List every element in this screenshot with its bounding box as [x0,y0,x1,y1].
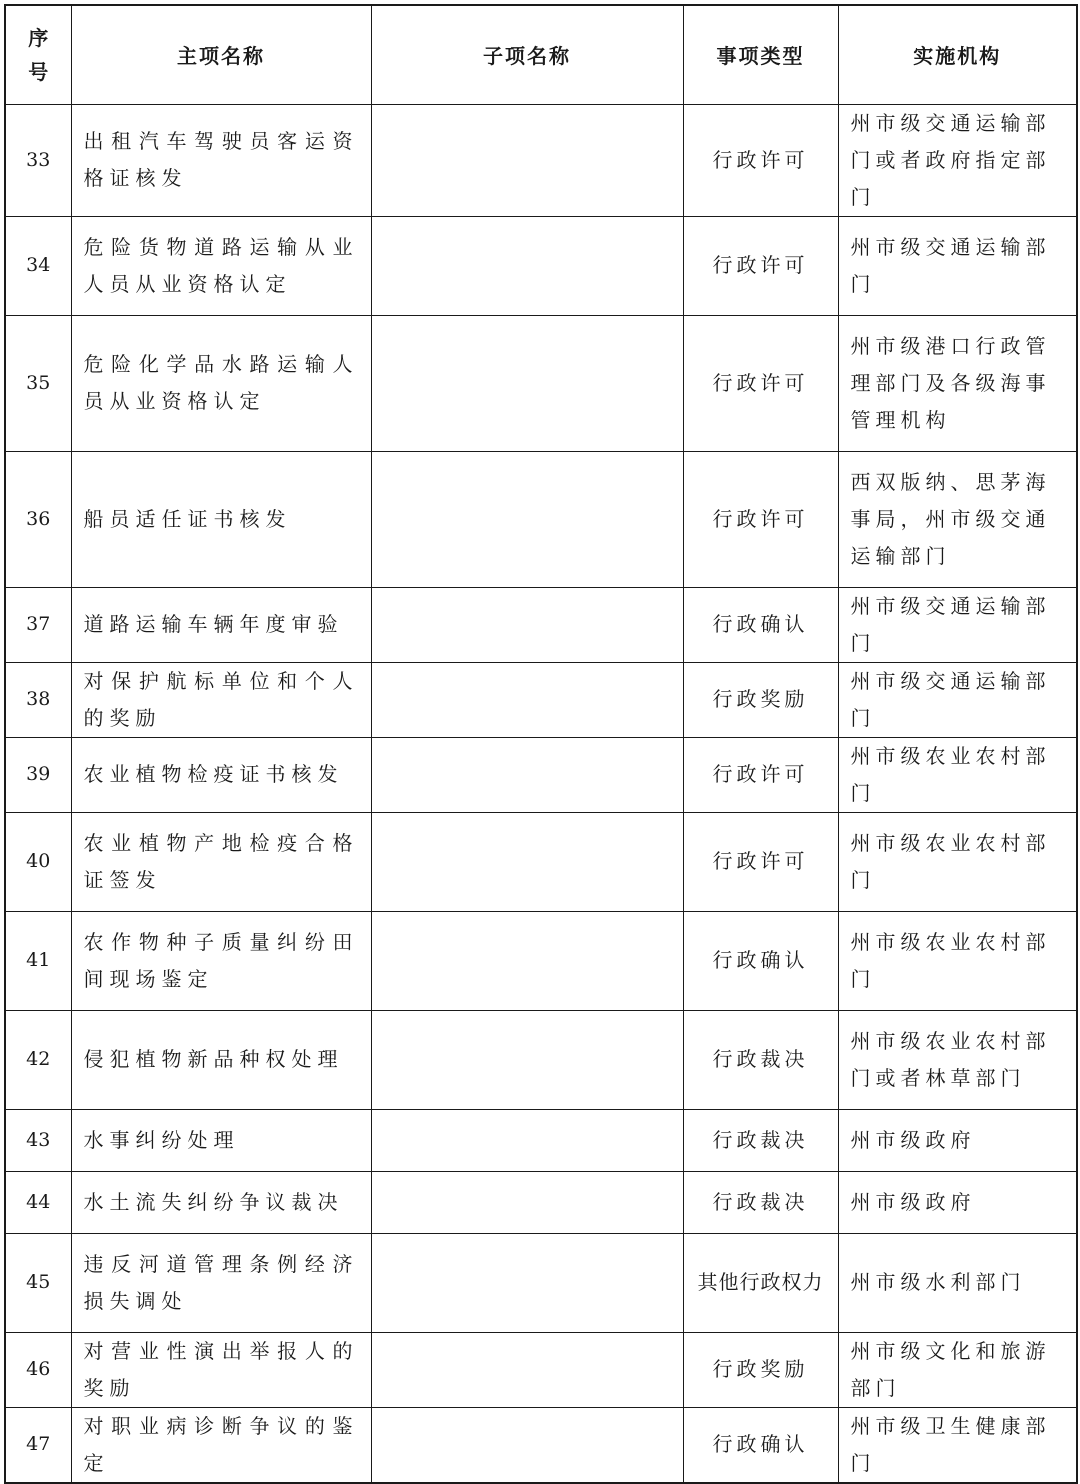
row-main-item: 水土流失纠纷争议裁决 [71,1171,371,1233]
row-main-item: 危险货物道路运输从业人员从业资格认定 [71,216,371,315]
row-sub-item [371,911,683,1010]
row-item-type: 行政裁决 [683,1109,838,1171]
row-item-type: 行政许可 [683,451,838,587]
row-agency: 州市级文化和旅游部门 [838,1332,1077,1407]
table-row [5,1171,1077,1233]
table-row [5,104,1077,216]
row-seq: 47 [5,1407,71,1483]
table-row [5,451,1077,587]
row-sub-item [371,1233,683,1332]
row-seq: 42 [5,1010,71,1109]
row-agency: 州市级政府 [838,1109,1077,1171]
row-sub-item [371,104,683,216]
row-item-type: 行政裁决 [683,1010,838,1109]
row-seq: 35 [5,315,71,451]
row-sub-item [371,662,683,737]
row-seq: 34 [5,216,71,315]
row-main-item: 农业植物产地检疫合格证签发 [71,812,371,911]
row-item-type: 行政许可 [683,104,838,216]
row-seq: 46 [5,1332,71,1407]
row-seq: 36 [5,451,71,587]
row-item-type: 行政奖励 [683,1332,838,1407]
row-seq: 38 [5,662,71,737]
table-row [5,216,1077,315]
row-seq: 45 [5,1233,71,1332]
row-main-item: 出租汽车驾驶员客运资格证核发 [71,104,371,216]
table-row [5,1010,1077,1109]
row-sub-item [371,737,683,812]
row-sub-item [371,216,683,315]
row-main-item: 危险化学品水路运输人员从业资格认定 [71,315,371,451]
row-sub-item [371,451,683,587]
row-item-type: 行政奖励 [683,662,838,737]
row-main-item: 违反河道管理条例经济损失调处 [71,1233,371,1332]
table-row [5,662,1077,737]
row-item-type: 行政裁决 [683,1171,838,1233]
header-main-item: 主项名称 [71,5,371,104]
row-sub-item [371,315,683,451]
row-sub-item [371,812,683,911]
row-agency: 州市级农业农村部门 [838,911,1077,1010]
row-seq: 41 [5,911,71,1010]
row-sub-item [371,1010,683,1109]
table-body [5,104,1077,1483]
table-row [5,737,1077,812]
row-seq: 33 [5,104,71,216]
row-main-item: 农作物种子质量纠纷田间现场鉴定 [71,911,371,1010]
row-seq: 43 [5,1109,71,1171]
header-sub-item: 子项名称 [371,5,683,104]
table-row [5,1233,1077,1332]
row-item-type: 行政许可 [683,216,838,315]
row-seq: 44 [5,1171,71,1233]
row-sub-item [371,587,683,662]
row-agency: 州市级交通运输部门 [838,662,1077,737]
header-seq [5,5,71,104]
row-item-type: 行政许可 [683,737,838,812]
administrative-items-table [4,4,1078,1484]
row-main-item: 农业植物检疫证书核发 [71,737,371,812]
row-agency: 州市级水利部门 [838,1233,1077,1332]
row-agency: 州市级农业农村部门或者林草部门 [838,1010,1077,1109]
row-item-type: 其他行政权力 [683,1233,838,1332]
row-agency: 州市级交通运输部门 [838,216,1077,315]
row-main-item: 对职业病诊断争议的鉴定 [71,1407,371,1483]
row-agency: 州市级农业农村部门 [838,737,1077,812]
row-sub-item [371,1332,683,1407]
row-agency: 州市级卫生健康部门 [838,1407,1077,1483]
row-item-type: 行政确认 [683,1407,838,1483]
header-row [5,5,1077,104]
row-agency: 州市级交通运输部门 [838,587,1077,662]
row-item-type: 行政确认 [683,911,838,1010]
table-row [5,587,1077,662]
row-agency: 州市级港口行政管理部门及各级海事管理机构 [838,315,1077,451]
table-row [5,1332,1077,1407]
table-row [5,1109,1077,1171]
table-row [5,315,1077,451]
row-item-type: 行政确认 [683,587,838,662]
row-agency: 州市级农业农村部门 [838,812,1077,911]
row-seq: 40 [5,812,71,911]
row-main-item: 侵犯植物新品种权处理 [71,1010,371,1109]
row-item-type: 行政许可 [683,315,838,451]
row-main-item: 水事纠纷处理 [71,1109,371,1171]
table-row [5,812,1077,911]
row-main-item: 船员适任证书核发 [71,451,371,587]
table-row [5,1407,1077,1483]
row-sub-item [371,1171,683,1233]
row-seq: 39 [5,737,71,812]
row-main-item: 对保护航标单位和个人的奖励 [71,662,371,737]
row-sub-item [371,1407,683,1483]
row-agency: 州市级交通运输部门或者政府指定部门 [838,104,1077,216]
header-agency: 实施机构 [838,5,1077,104]
table-row [5,911,1077,1010]
row-agency: 州市级政府 [838,1171,1077,1233]
row-agency: 西双版纳、思茅海事局，州市级交通运输部门 [838,451,1077,587]
row-sub-item [371,1109,683,1171]
header-seq-line2: 号 [28,59,49,84]
header-item-type: 事项类型 [683,5,838,104]
row-seq: 37 [5,587,71,662]
row-item-type: 行政许可 [683,812,838,911]
header-seq-line1: 序 [28,25,49,50]
row-main-item: 道路运输车辆年度审验 [71,587,371,662]
row-main-item: 对营业性演出举报人的奖励 [71,1332,371,1407]
